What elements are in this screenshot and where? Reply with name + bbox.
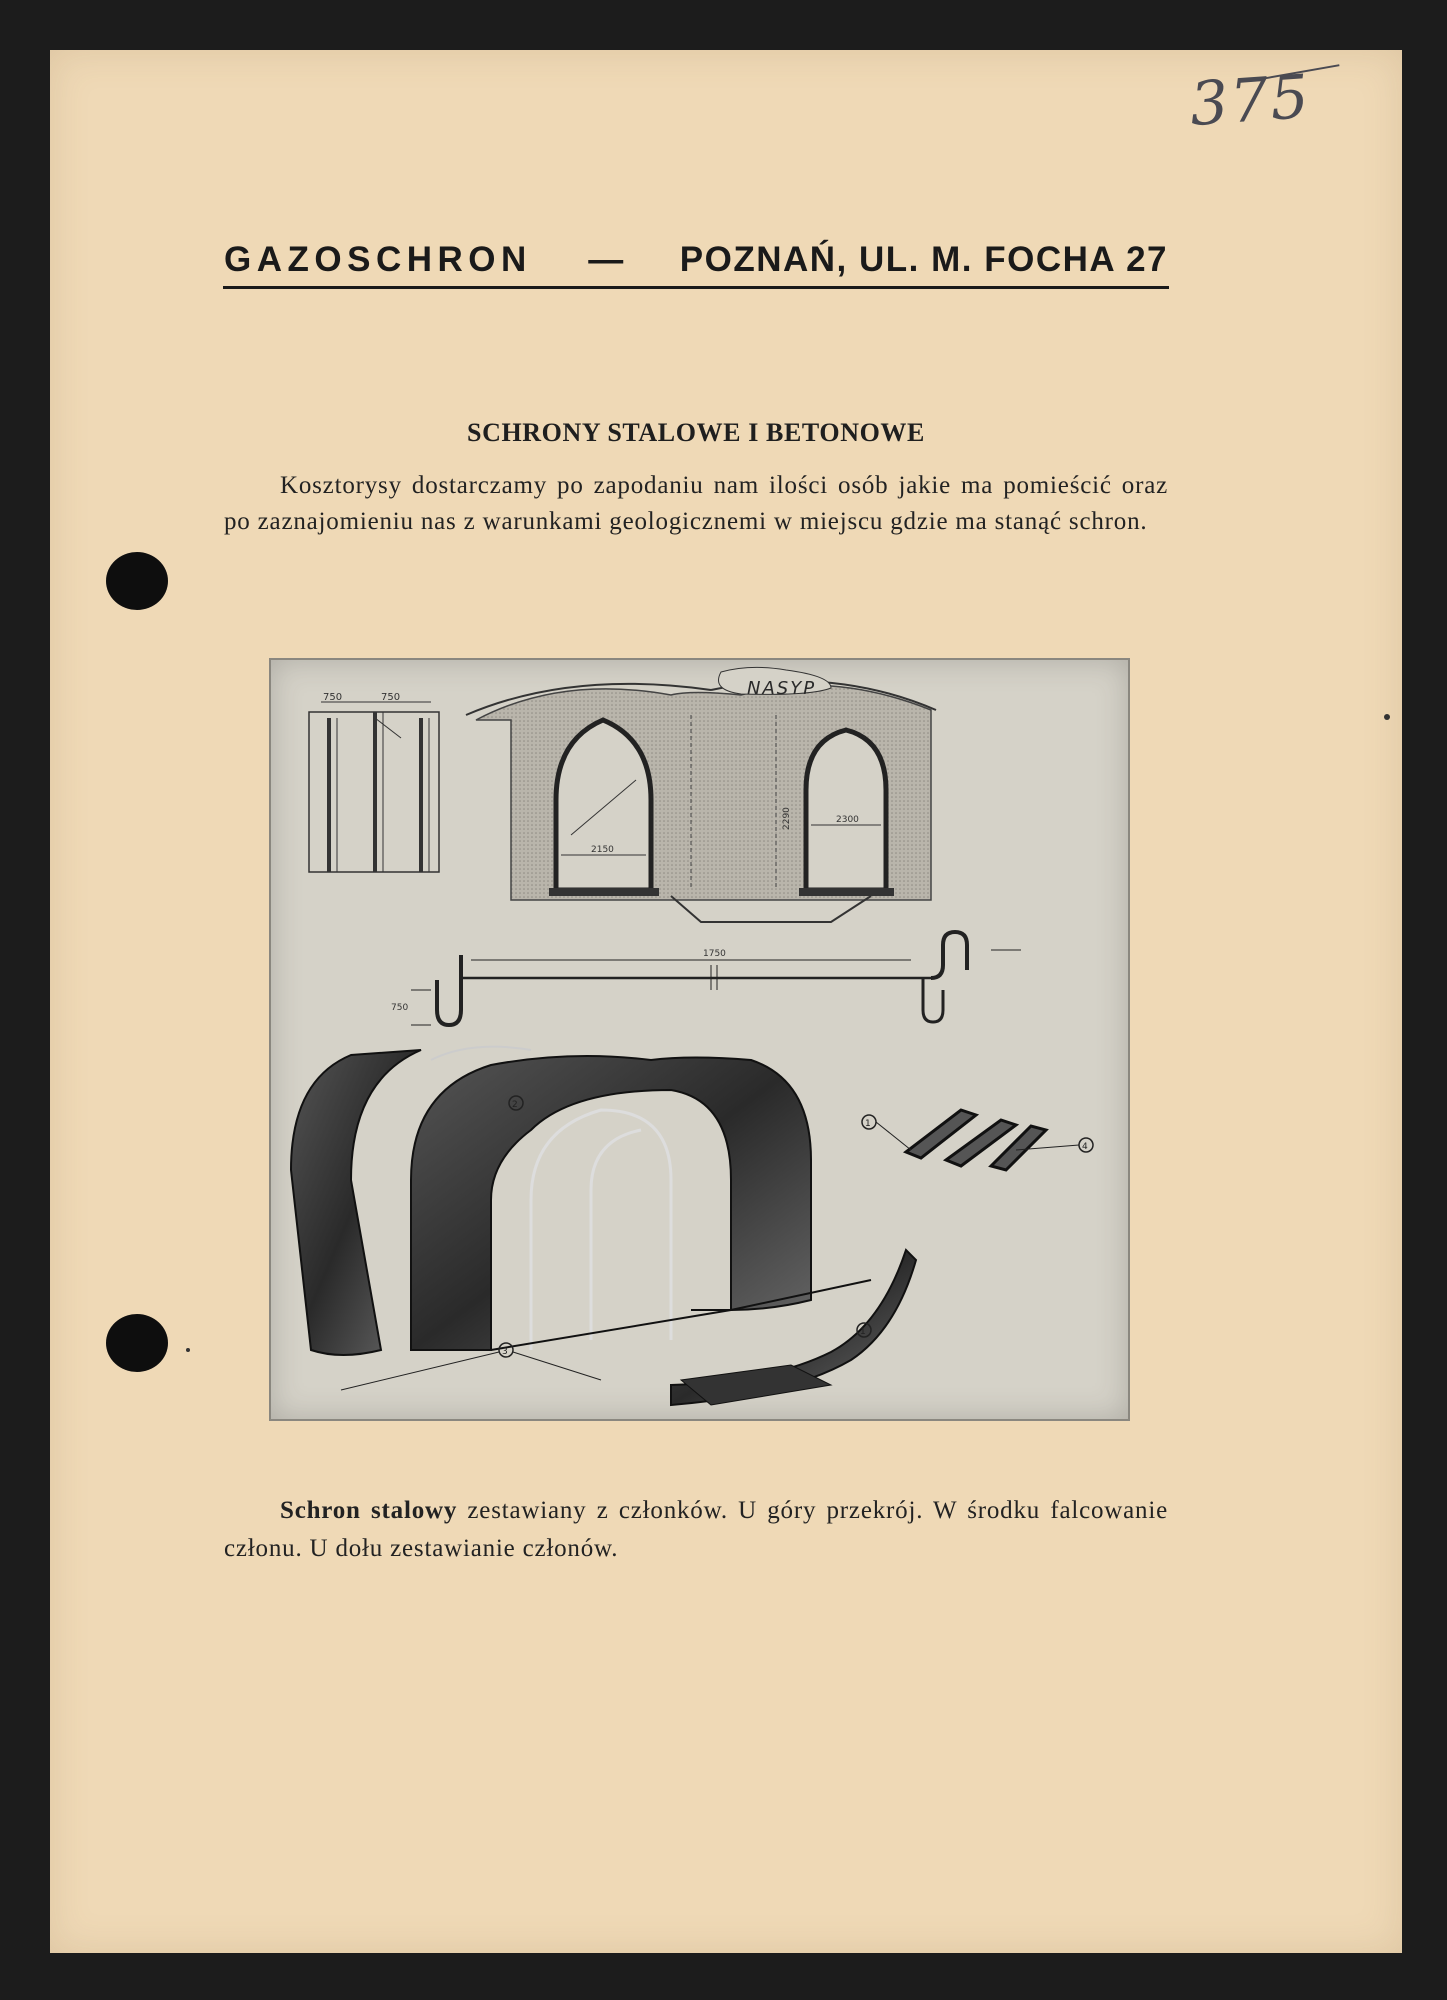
punch-hole-top: [106, 552, 168, 610]
paper-speck: [1384, 714, 1390, 720]
seam-profile-drawing: [411, 932, 1021, 1025]
panel-plan-drawing: [309, 702, 439, 872]
part-number: 3: [502, 1347, 508, 1357]
arch-assembly-drawing: [291, 1047, 1093, 1405]
cross-section-drawing: [466, 667, 936, 922]
letterhead-brand: GAZOSCHRON: [224, 240, 532, 279]
shelter-drawing: [271, 660, 1128, 1419]
letterhead-address: POZNAŃ, UL. M. FOCHA 27: [679, 240, 1168, 279]
handwritten-page-number: 375: [1187, 61, 1313, 141]
caption-bold-lead: Schron stalowy: [280, 1497, 458, 1524]
section-title: SCHRONY STALOWE I BETONOWE: [467, 418, 925, 447]
letterhead-rule: [223, 286, 1169, 289]
shelter-illustration: [269, 658, 1130, 1421]
part-number: 1: [860, 1327, 866, 1337]
letterhead-dash: —: [588, 240, 624, 279]
dimension-label: 2300: [836, 815, 859, 825]
part-number: 1: [865, 1119, 871, 1129]
dimension-label: 1750: [703, 949, 726, 959]
part-number: 4: [1082, 1142, 1088, 1152]
paper-speck: [186, 1348, 190, 1352]
dimension-label: 750: [323, 692, 343, 703]
part-number: 2: [512, 1100, 518, 1110]
dimension-label: 750: [381, 692, 401, 703]
punch-hole-bottom: [106, 1314, 168, 1372]
dimension-label: 2150: [591, 845, 614, 855]
dimension-label: 2290: [782, 807, 792, 830]
intro-paragraph: Kosztorysy dostarczamy po zapodaniu nam ilości osób jakie ma pomieścić oraz po zaznajomieniu nas z warunkami geologicznemi w miejscu gdzie ma stanąć schron.: [224, 472, 1168, 535]
dimension-label: 750: [391, 1003, 409, 1013]
figure-caption: [224, 1492, 1168, 1568]
embankment-label: NASYP: [747, 678, 817, 699]
letterhead: [224, 240, 1168, 280]
caption-text: zestawiany z członków. U góry przekrój. W środku falcowanie członu. U dołu zestawianie członów.: [224, 1497, 1168, 1562]
